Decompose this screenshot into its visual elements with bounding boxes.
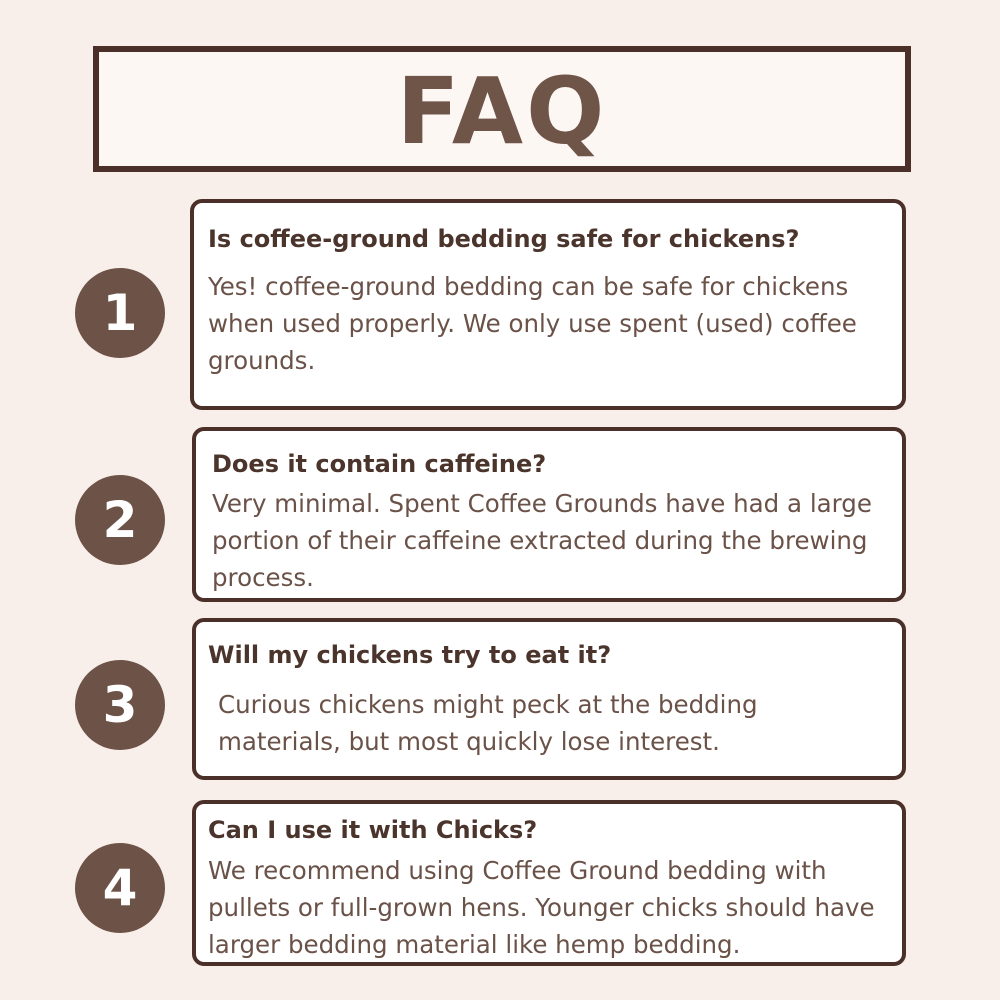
- faq-card-4: [192, 800, 906, 966]
- faq-card-1: [190, 199, 906, 410]
- faq-question-3: Will my chickens try to eat it?: [208, 641, 612, 669]
- page-title: FAQ: [396, 58, 608, 165]
- faq-answer-1: Yes! coffee-ground bedding can be safe for chickens when used properly. We only use spent (used) coffee grounds.: [208, 272, 857, 375]
- faq-card-3: [192, 618, 906, 780]
- faq-question-1: Is coffee-ground bedding safe for chickens?: [208, 225, 800, 253]
- faq-answer-2: Very minimal. Spent Coffee Grounds have had a large portion of their caffeine extracted during the brewing process.: [212, 489, 872, 592]
- faq-number-badge-2: 2: [75, 475, 165, 565]
- faq-number-badge-1: 1: [75, 268, 165, 358]
- faq-card-2: [192, 427, 906, 602]
- faq-number-badge-4: 4: [75, 843, 165, 933]
- title-box: [93, 46, 911, 172]
- faq-question-4: Can I use it with Chicks?: [208, 816, 538, 844]
- faq-question-2: Does it contain caffeine?: [212, 450, 547, 478]
- faq-answer-3: Curious chickens might peck at the bedding materials, but most quickly lose interest.: [218, 690, 758, 756]
- faq-number-badge-3: 3: [75, 660, 165, 750]
- faq-answer-4: We recommend using Coffee Ground bedding with pullets or full-grown hens. Younger chicks should have larger bedding material like hemp bedding.: [208, 856, 875, 959]
